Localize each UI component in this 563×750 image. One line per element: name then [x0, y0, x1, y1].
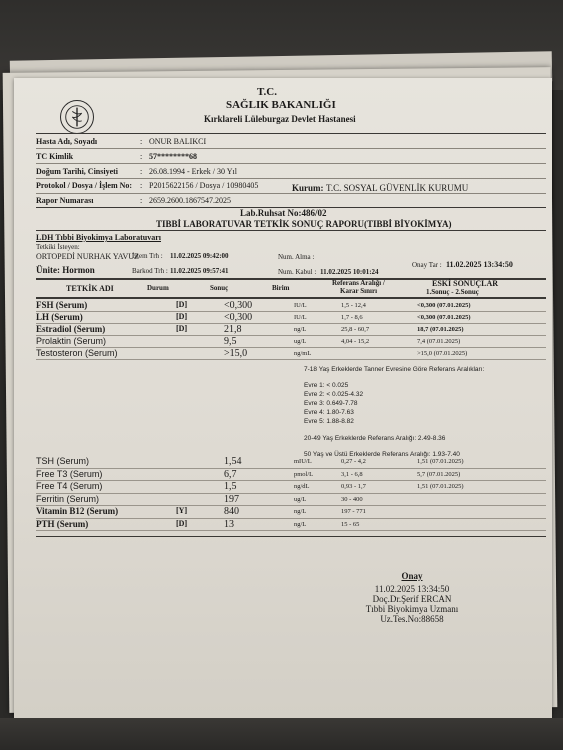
- result-value: 1,5: [224, 481, 237, 492]
- old-result: <0,300 (07.01.2025): [417, 302, 471, 309]
- test-name: Ferritin (Serum): [36, 493, 100, 504]
- col-ref-2: Karar Sınırı: [340, 287, 378, 295]
- test-name: TSH (Serum): [36, 456, 90, 466]
- result-value: 1,54: [224, 456, 242, 467]
- note-evre5: Evre 5: 1.88-8.82: [304, 418, 354, 425]
- col-result: Sonuç: [210, 284, 229, 292]
- report-no-value: 2659.2600.1867547.2025: [149, 196, 231, 205]
- old-result: >15,0 (07.01.2025): [417, 350, 468, 357]
- test-name: Free T4 (Serum): [36, 481, 103, 491]
- result-value: 6,7: [224, 468, 237, 480]
- unit-value: ng/L: [294, 508, 307, 515]
- reference-range: 4,04 - 15,2: [341, 338, 370, 345]
- header-tc: T.C.: [257, 86, 277, 98]
- test-name: LH (Serum): [36, 312, 83, 322]
- reference-range: 15 - 65: [341, 520, 360, 528]
- old-result: <0,300 (07.01.2025): [417, 314, 471, 321]
- divider: [36, 163, 546, 164]
- reference-range: 0,27 - 4,2: [341, 458, 366, 465]
- divider: [36, 193, 546, 194]
- desk-bottom: [0, 718, 563, 750]
- table-end-rule: [36, 536, 546, 537]
- reference-range: 1,7 - 8,6: [341, 314, 363, 321]
- reference-range: 25,8 - 60,7: [341, 326, 370, 333]
- patient-name-label: Hasta Adı, Soyadı: [36, 137, 98, 146]
- unit-value: pmol/L: [294, 470, 314, 478]
- istem-label: İstem Trh :: [132, 252, 163, 260]
- status-flag: [D]: [176, 324, 188, 333]
- result-value: 840: [224, 506, 239, 517]
- old-result: 7,4 (07.01.2025): [417, 338, 461, 345]
- header-rule: [36, 297, 546, 299]
- unit-value: ug/L: [294, 338, 307, 345]
- alma-label: Num. Alma :: [278, 253, 315, 261]
- row-divider: [36, 530, 546, 531]
- old-result: 18,7 (07.01.2025): [417, 326, 464, 333]
- lab-report-page: T.C. SAĞLIK BAKANLIĞI Kırklareli Lüleburgaz Devlet Hastanesi Hasta Adı, Soyadı : ONUR BALIKCI TC Kimlik : 57********68 Doğum Tarihi, Cinsiyeti : 26.08.1994 - Erkek / 30 Yıl Protokol / Dosya / İşlem No: : P2015622156 / Dosya / 10980405 Kurum: T.C. SOSYAL GÜVENLİK KURUMU Rapor Numarası : 2659.2600.1867547.2025 Lab.Ruhsat No:486/02 TIBBİ LABORATUVAR TETKİK SONUÇ RAPORU(TIBBİ BİYOKİMYA) LDH Tıbbi Biyokimya Laboratuvarı Tetkiki İsteyen: ORTOPEDİ NURHAK YAVUZ İstem Trh : 11.02.2025 09:42:00 Num. Alma : Ünite: Hormon Barkod Trh : 11.02.2025 09:57:41 Num. Kabul : 11.02.2025 10:01:24 Onay Tar : 11.02.2025 13:34:50 TETKİK ADI Durum Sonuç Birim Referans Aralığı / Karar Sınırı ESKİ SONUÇLAR 1.Sonuç - 2.Sonuç FSH (Serum) [D] <0,300 IU/L 1,5 - 12,4 <0,300 (07.01.2025) LH (Serum) [D] <0,300 IU/L 1,7 - 8,6 <0,300 (07.01.2025) Estradiol (Serum) [D] 21,8 ng/L 25,8 - 60,7 18,7 (07.01.2025) Prolaktin (Serum) 9,5 ug/L 4,04 - 15,2 7,4 (07.01.2025) Testosteron (Serum) >15,0 ng/mL >15,0 (07.01.2025) 7-18 Yaş Erkeklerde Tanner Evresine Göre Referans Aralıkları: Evre 1: < 0.025 Evre 2: < 0.025-4.32 Evre 3: 0.649-7.78 Evre 4: 1.80-7.63 Evre 5: 1.88-8.82 20-49 Yaş Erkeklerde Referans Aralığı: 2.49-8.36 50 Yaş ve Üstü Erkeklerde Referans Aralığı: 1.93-7.40 TSH (Serum) 1,54 mIU/L 0,27 - 4,2 1,51 (07.01.2025) Free T3 (Serum) 6,7 pmol/L 3,1 - 6,8 5,7 (07.01.2025) Free T4 (Serum) 1,5 ng/dL 0,93 - 1,7 1,51 (07.01.2025) Ferritin (Serum) 197 ug/L 30 - 400 Vitamin B12 (Serum) [Y] 840 ng/L 197 - 771 PTH (Serum) [D] 13 ng/L 15 - 65 Onay 11.02.2025 13:34:50 Doç.Dr.Şerif ERCAN Tıbbi Biyokimya Uzmanı Uz.Tes.No:88658: [14, 78, 552, 718]
- requester-label: Tetkiki İsteyen:: [36, 243, 80, 251]
- note-tanner: 7-18 Yaş Erkeklerde Tanner Evresine Göre Referans Aralıkları:: [304, 366, 485, 373]
- table-row: [36, 456, 546, 469]
- kurum-value: T.C. SOSYAL GÜVENLİK KURUMU: [326, 183, 469, 193]
- col-ref-1: Referans Aralığı /: [332, 279, 385, 287]
- table-row: [36, 348, 546, 361]
- reference-range: 1,5 - 12,4: [341, 302, 366, 309]
- old-result: 5,7 (07.01.2025): [417, 470, 461, 478]
- tc-value: 57********68: [149, 152, 197, 161]
- unit-value: ng/L: [294, 326, 307, 333]
- result-value: 13: [224, 518, 234, 530]
- unit-value: ng/mL: [294, 350, 312, 357]
- row-divider: [36, 359, 546, 360]
- divider: [36, 178, 546, 179]
- result-value: <0,300: [224, 312, 253, 323]
- table-row: [36, 506, 546, 519]
- signature-title: Tıbbi Biyokimya Uzmanı: [365, 604, 459, 614]
- birth-value: 26.08.1994 - Erkek / 30 Yıl: [149, 167, 237, 176]
- header-ministry: SAĞLIK BAKANLIĞI: [226, 99, 336, 111]
- result-value: 197: [224, 493, 239, 505]
- report-no-label: Rapor Numarası: [36, 196, 94, 205]
- col-unit: Birim: [272, 284, 290, 292]
- unit-value: IU/L: [294, 302, 307, 309]
- kabul-value: 11.02.2025 10:01:24: [320, 268, 379, 276]
- onay-title: Onay: [401, 571, 423, 581]
- col-name: TETKİK ADI: [66, 284, 114, 293]
- test-name: Vitamin B12 (Serum): [36, 506, 119, 516]
- table-row: [36, 494, 546, 507]
- unit-value: ug/L: [294, 495, 307, 503]
- barkod-label: Barkod Trh :: [132, 267, 168, 275]
- test-name: PTH (Serum): [36, 518, 89, 529]
- status-flag: [Y]: [176, 506, 188, 515]
- table-row: [36, 469, 546, 482]
- divider: [36, 148, 546, 149]
- test-name: Prolaktin (Serum): [36, 336, 107, 346]
- kurum-label: Kurum:: [292, 183, 324, 193]
- result-value: 9,5: [224, 336, 237, 347]
- test-name: FSH (Serum): [36, 300, 88, 310]
- note-20-49: 20-49 Yaş Erkeklerde Referans Aralığı: 2.49-8.36: [304, 435, 446, 442]
- status-flag: [D]: [176, 518, 188, 528]
- istem-value: 11.02.2025 09:42:00: [170, 252, 229, 260]
- signature-doctor: Doç.Dr.Şerif ERCAN: [372, 594, 452, 604]
- header-hospital: Kırklareli Lüleburgaz Devlet Hastanesi: [204, 114, 356, 124]
- lab-ruhsat: Lab.Ruhsat No:486/02: [240, 208, 327, 218]
- barkod-value: 11.02.2025 09:57:41: [170, 267, 229, 275]
- old-result: 1,51 (07.01.2025): [417, 483, 464, 490]
- status-flag: [D]: [176, 312, 188, 321]
- test-name: Testosteron (Serum): [36, 348, 118, 358]
- col-old-1: ESKİ SONUÇLAR: [432, 279, 499, 288]
- note-evre1: Evre 1: < 0.025: [304, 382, 349, 389]
- reference-range: 0,93 - 1,7: [341, 483, 366, 490]
- requester-value: ORTOPEDİ NURHAK YAVUZ: [36, 252, 139, 261]
- result-value: <0,300: [224, 300, 253, 311]
- unit-value: ng/dL: [294, 483, 310, 490]
- onay-label: Onay Tar :: [412, 261, 442, 269]
- note-50-plus: 50 Yaş ve Üstü Erkeklerde Referans Aralığı: 1.93-7.40: [304, 451, 460, 458]
- lab-name: LDH Tıbbi Biyokimya Laboratuvarı: [36, 233, 161, 242]
- reference-range: 197 - 771: [341, 508, 366, 515]
- test-name: Free T3 (Serum): [36, 468, 103, 479]
- onay-value: 11.02.2025 13:34:50: [446, 260, 513, 269]
- signature-date: 11.02.2025 13:34:50: [374, 584, 450, 594]
- unit-label: Ünite: Hormon: [36, 265, 95, 275]
- patient-name-value: ONUR BALIKCI: [149, 137, 207, 146]
- unit-value: IU/L: [294, 314, 307, 321]
- tc-label: TC Kimlik: [36, 152, 74, 161]
- col-status: Durum: [147, 284, 169, 292]
- kabul-label: Num. Kabul :: [278, 268, 317, 276]
- note-evre2: Evre 2: < 0.025-4.32: [304, 391, 364, 398]
- report-title: TIBBİ LABORATUVAR TETKİK SONUÇ RAPORU(TIBBİ BİYOKİMYA): [156, 219, 452, 229]
- unit-value: mIU/L: [294, 458, 312, 465]
- reference-range: 30 - 400: [341, 495, 363, 503]
- protocol-value: P2015622156 / Dosya / 10980405: [149, 181, 259, 190]
- protocol-label: Protokol / Dosya / İşlem No:: [36, 181, 133, 190]
- divider: [36, 230, 546, 231]
- birth-label: Doğum Tarihi, Cinsiyeti: [36, 167, 119, 176]
- col-old-2: 1.Sonuç - 2.Sonuç: [426, 288, 479, 296]
- result-value: 21,8: [224, 324, 242, 335]
- status-flag: [D]: [176, 300, 188, 309]
- table-row: [36, 481, 546, 494]
- unit-value: ng/L: [294, 520, 307, 528]
- reference-range: 3,1 - 6,8: [341, 470, 363, 478]
- note-evre3: Evre 3: 0.649-7.78: [304, 400, 358, 407]
- table-row: [36, 519, 546, 532]
- old-result: 1,51 (07.01.2025): [417, 458, 464, 465]
- result-value: >15,0: [224, 348, 248, 359]
- test-name: Estradiol (Serum): [36, 324, 106, 334]
- divider: [36, 133, 546, 134]
- note-evre4: Evre 4: 1.80-7.63: [304, 409, 354, 416]
- ministry-logo-icon: [60, 100, 94, 134]
- signature-reg: Uz.Tes.No:88658: [380, 614, 444, 624]
